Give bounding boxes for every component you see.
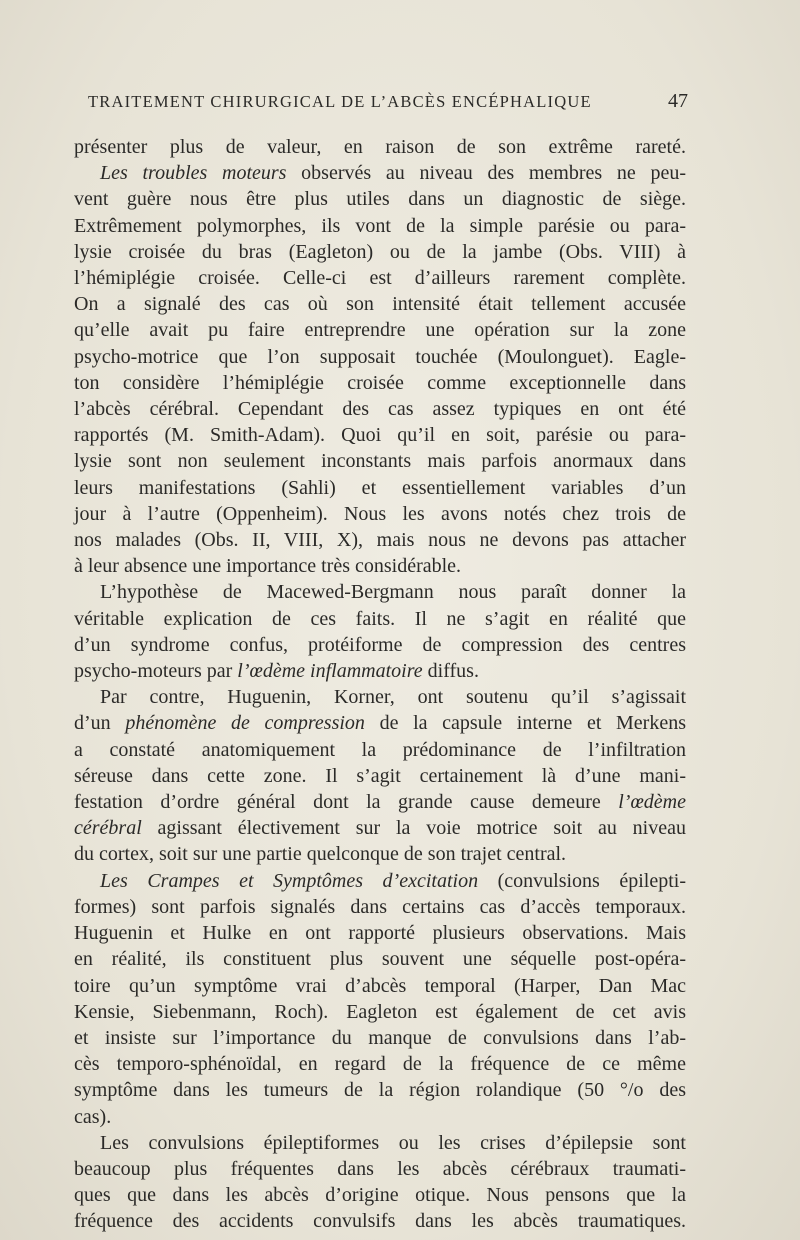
text-segment: a constaté anatomiquement la prédominance de l’infiltration — [74, 738, 686, 761]
text-line — [74, 815, 686, 841]
text-segment: psycho-moteurs par — [74, 660, 238, 683]
text-line — [74, 344, 686, 370]
text-line — [74, 1051, 686, 1077]
text-line — [74, 370, 686, 396]
text-line — [74, 737, 686, 763]
italic-text: l’œdème — [618, 791, 686, 814]
text-line — [74, 710, 686, 736]
text-segment: beaucoup plus fréquentes dans les abcès cérébraux traumati- — [74, 1157, 686, 1180]
text-segment: (convulsions épilepti- — [478, 869, 686, 892]
text-line — [74, 1182, 686, 1208]
text-line — [74, 658, 686, 684]
text-segment: agissant électivement sur la voie motrice soit au niveau — [141, 817, 686, 840]
text-segment: et insiste sur l’importance du manque de convulsions dans l’ab- — [74, 1026, 686, 1049]
text-line — [74, 920, 686, 946]
text-line — [74, 239, 686, 265]
text-line — [74, 1077, 686, 1103]
text-segment: diffus. — [422, 660, 479, 683]
text-line — [74, 973, 686, 999]
text-segment: cas). — [74, 1105, 112, 1128]
text-segment: l’abcès cérébral. Cependant des cas assez typiques en ont été — [74, 398, 686, 421]
text-line — [74, 265, 686, 291]
text-line — [74, 422, 686, 448]
text-segment: L’hypothèse de Macewed-Bergmann nous paraît donner la — [100, 581, 686, 604]
text-segment: du cortex, soit sur une partie quelconque de son trajet central. — [74, 843, 567, 866]
text-line — [74, 894, 686, 920]
text-segment: jour à l’autre (Oppenheim). Nous les avons notés chez trois de — [74, 502, 686, 525]
text-line — [74, 1156, 686, 1182]
text-segment: ton considère l’hémiplégie croisée comme exceptionnelle dans — [74, 371, 686, 394]
text-segment: de la capsule interne et Merkens — [364, 712, 686, 735]
text-line — [74, 291, 686, 317]
text-segment: observés au niveau des membres ne peu- — [286, 162, 686, 185]
text-segment: lysie sont non seulement inconstants mais parfois anormaux dans — [74, 450, 686, 473]
text-line — [74, 763, 686, 789]
text-line — [74, 160, 686, 186]
text-segment: leurs manifestations (Sahli) et essentiellement variables d’un — [74, 476, 686, 499]
text-line — [74, 789, 686, 815]
text-line — [74, 317, 686, 343]
text-segment: à leur absence une importance très considérable. — [74, 555, 462, 578]
text-line — [74, 1025, 686, 1051]
text-line — [74, 475, 686, 501]
text-line — [74, 448, 686, 474]
italic-text: Les Crampes et Symptômes d’excitation — [100, 869, 479, 892]
text-line — [74, 946, 686, 972]
text-segment: ques que dans les abcès d’origine otique. Nous pensons que la — [74, 1184, 686, 1207]
text-segment: Les convulsions épileptiformes ou les crises d’épilepsie sont — [100, 1131, 686, 1154]
text-segment: en réalité, ils constituent plus souvent une séquelle post-opéra- — [74, 948, 686, 971]
text-segment: d’un — [74, 712, 126, 735]
running-header — [88, 90, 688, 113]
text-line — [74, 213, 686, 239]
text-line — [74, 1130, 686, 1156]
text-line — [74, 579, 686, 605]
text-segment: lysie croisée du bras (Eagleton) ou de la jambe (Obs. VIII) à — [74, 240, 686, 263]
text-segment: d’un syndrome confus, protéiforme de compression des centres — [74, 633, 686, 656]
text-line — [74, 606, 686, 632]
text-segment: Par contre, Huguenin, Korner, ont soutenu qu’il s’agissait — [100, 686, 686, 709]
text-line — [74, 186, 686, 212]
text-line — [74, 1208, 686, 1234]
text-segment: psycho-motrice que l’on supposait touchée (Moulonguet). Eagle- — [74, 345, 686, 368]
text-line — [74, 396, 686, 422]
text-line — [74, 868, 686, 894]
text-segment: l’hémiplégie croisée. Celle-ci est d’ailleurs rarement complète. — [74, 267, 686, 290]
text-segment: véritable explication de ces faits. Il ne s’agit en réalité que — [74, 607, 686, 630]
text-segment: festation d’ordre général dont la grande cause demeure — [74, 791, 619, 814]
text-segment: rapportés (M. Smith-Adam). Quoi qu’il en soit, parésie ou para- — [74, 424, 686, 447]
italic-text: cérébral — [74, 817, 142, 840]
text-segment: cès temporo-sphénoïdal, en regard de la fréquence de ce même — [74, 1053, 686, 1076]
text-segment: Extrêmement polymorphes, ils vont de la simple parésie ou para- — [74, 214, 686, 237]
text-line — [74, 999, 686, 1025]
italic-text: phénomène de compression — [125, 712, 365, 735]
text-segment: nos malades (Obs. II, VIII, X), mais nous ne devons pas attacher — [74, 529, 686, 552]
text-segment: séreuse dans cette zone. Il s’agit certainement là d’une mani- — [74, 764, 686, 787]
text-line — [74, 1104, 686, 1130]
text-segment: formes) sont parfois signalés dans certains cas d’accès temporaux. — [74, 895, 686, 918]
page-number: 47 — [668, 90, 688, 112]
italic-text: l’œdème inflammatoire — [237, 660, 423, 683]
text-segment: On a signalé des cas où son intensité était tellement accusée — [74, 293, 686, 316]
body-text — [74, 134, 686, 1235]
text-line — [74, 553, 686, 579]
text-segment: présenter plus de valeur, en raison de son extrême rareté. — [74, 136, 686, 158]
running-title: TRAITEMENT CHIRURGICAL DE L’ABCÈS ENCÉPHALIQUE — [88, 92, 592, 111]
text-segment: Kensie, Siebenmann, Roch). Eagleton est également de cet avis — [74, 1000, 686, 1023]
text-segment: toire qu’un symptôme vrai d’abcès temporal (Harper, Dan Mac — [74, 974, 686, 997]
text-segment: fréquence des accidents convulsifs dans les abcès traumatiques. — [74, 1210, 686, 1233]
text-line — [74, 841, 686, 867]
text-line — [74, 632, 686, 658]
text-segment: qu’elle avait pu faire entreprendre une opération sur la zone — [74, 319, 686, 342]
text-line — [74, 501, 686, 527]
text-segment: symptôme dans les tumeurs de la région rolandique (50 °/o des — [74, 1079, 686, 1102]
italic-text: Les troubles moteurs — [100, 162, 287, 185]
text-line — [74, 684, 686, 710]
text-segment: Huguenin et Hulke en ont rapporté plusieurs observations. Mais — [74, 922, 686, 945]
text-line — [74, 527, 686, 553]
text-segment: vent guère nous être plus utiles dans un diagnostic de siège. — [74, 188, 686, 211]
text-line — [74, 134, 686, 160]
